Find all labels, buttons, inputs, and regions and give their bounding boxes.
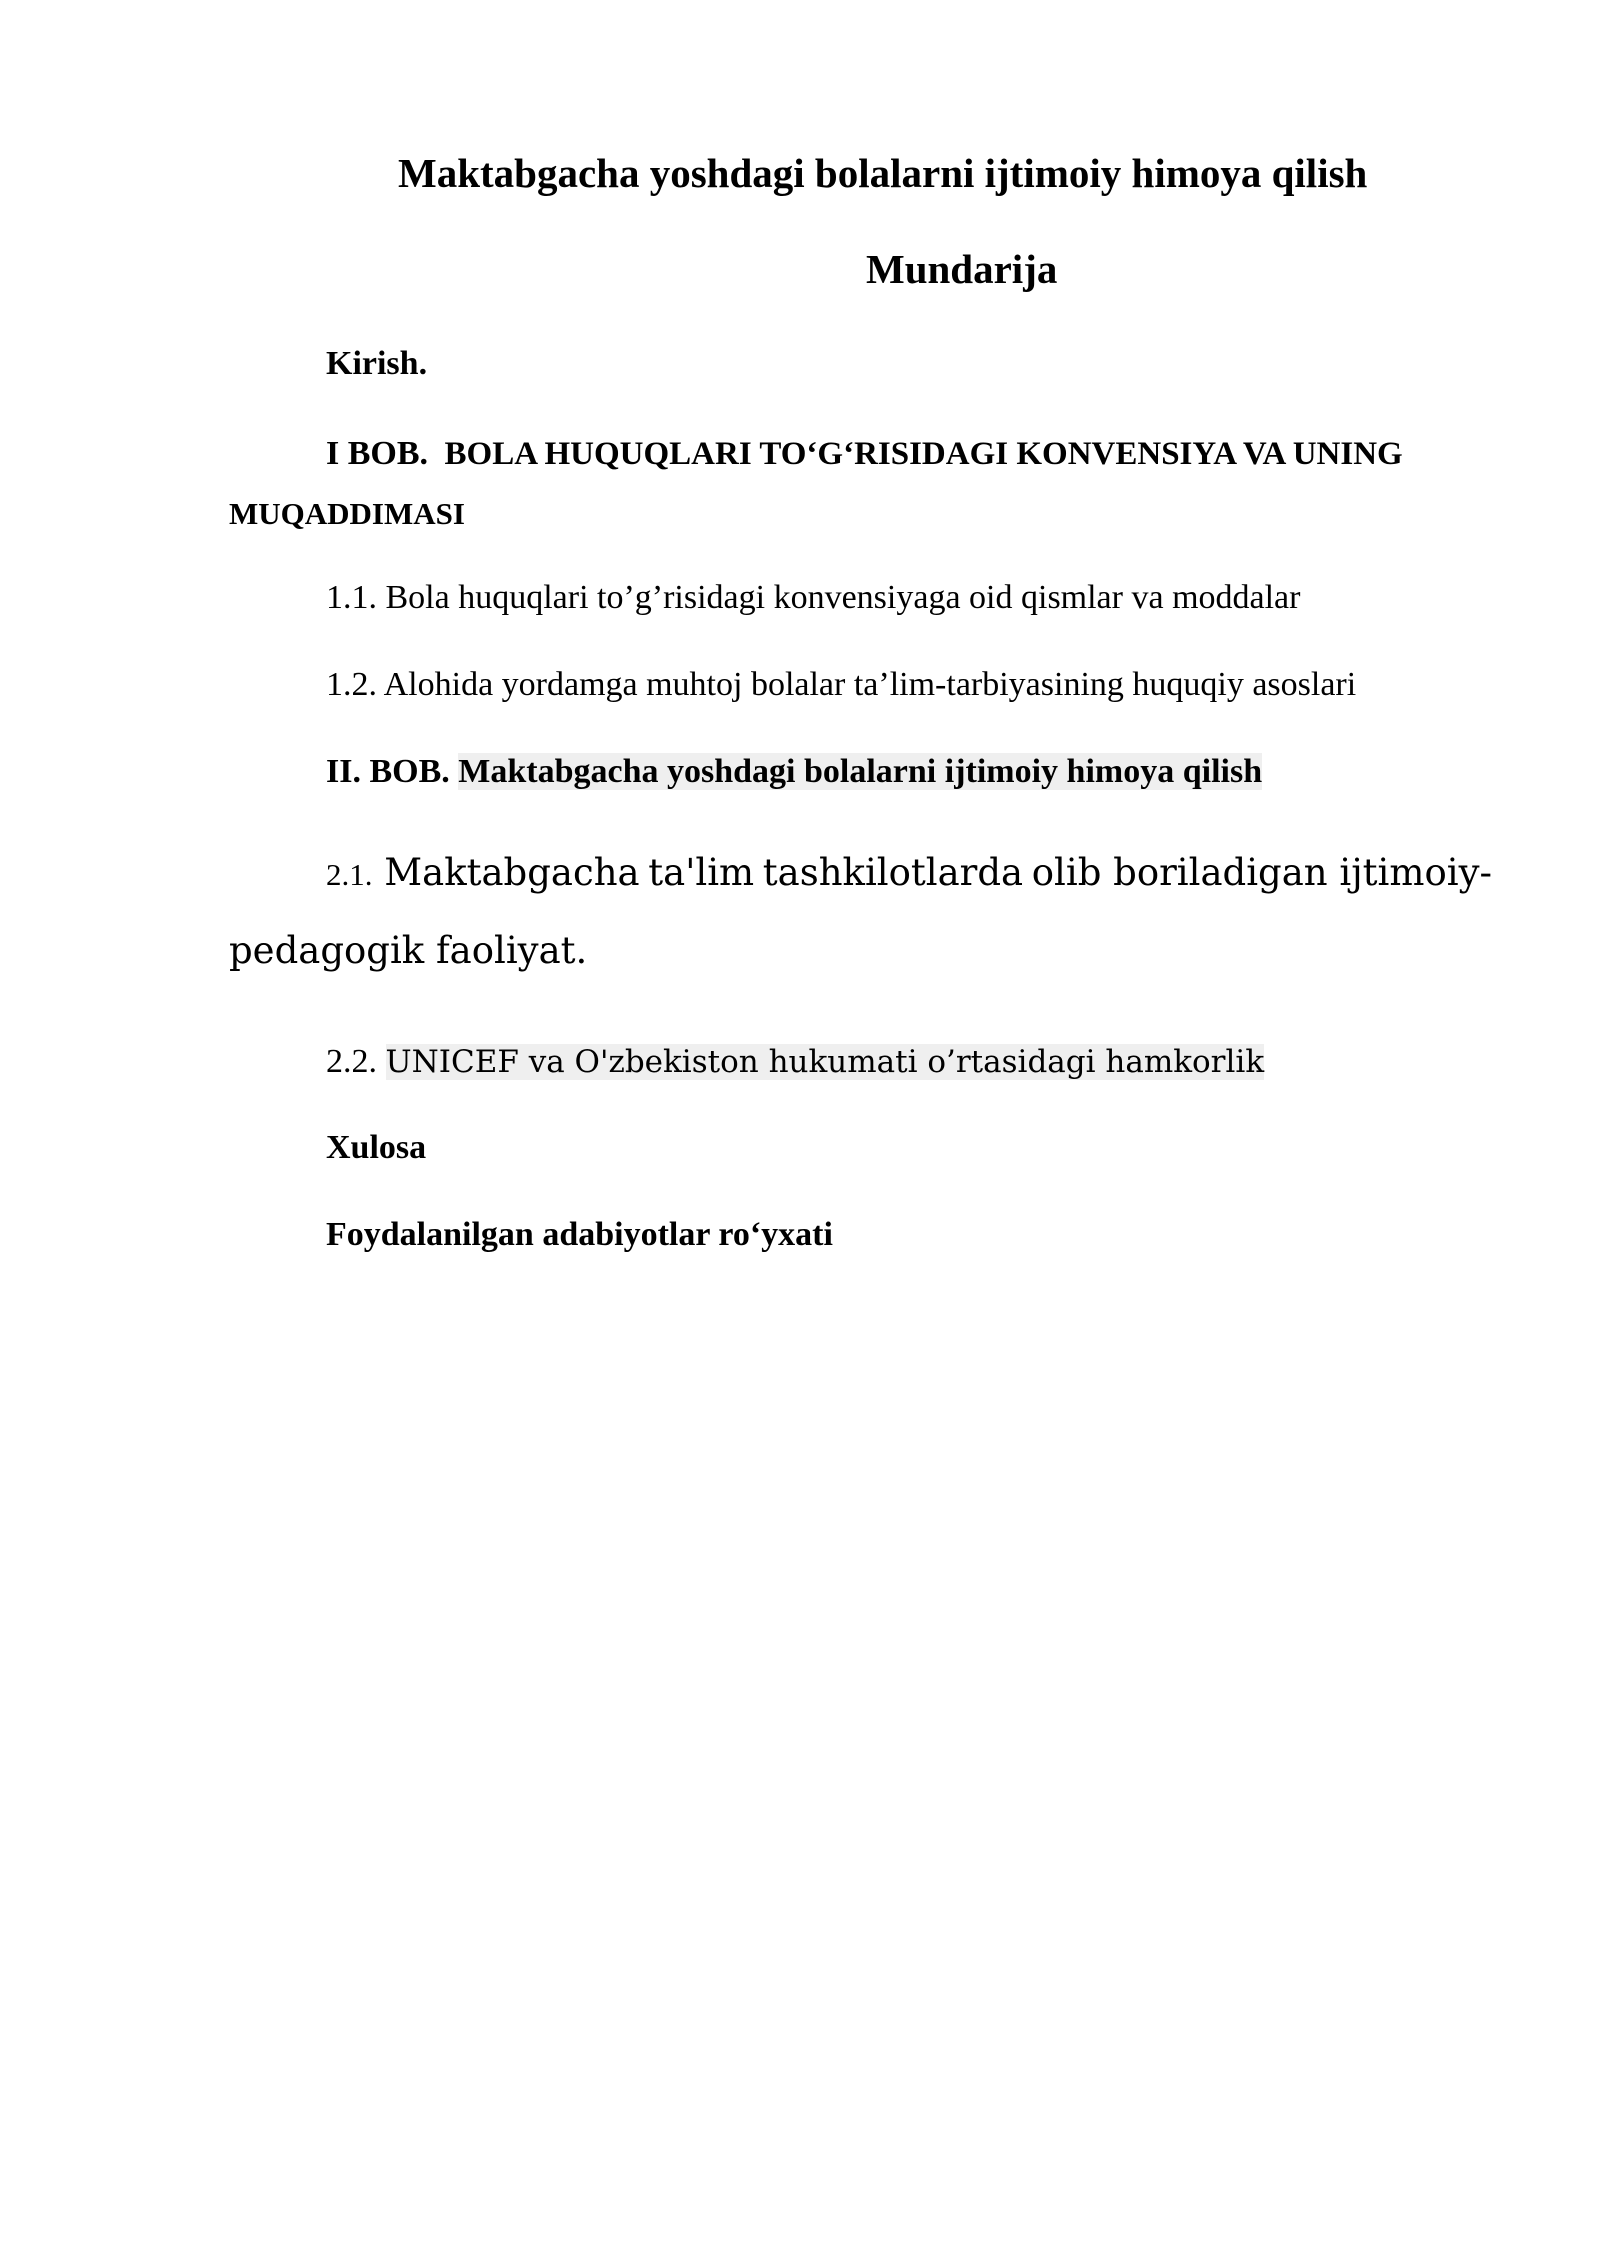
section-2-1-word-4: olib boriladigan ijtimoiy- [1031, 851, 1492, 894]
chapter-2-title: Maktabgacha yoshdagi bolalarni ijtimoiy himoya qilish [458, 753, 1263, 790]
document-title: Maktabgacha yoshdagi bolalarni ijtimoiy himoya qilish [398, 150, 1368, 196]
toc-item-section-2-2 [326, 1042, 1264, 1081]
chapter-1-title-line1: BOLA HUQUQLARI TO‘G‘RISIDAGI KONVENSIYA VA UNING [444, 436, 1403, 472]
toc-item-conclusion: Xulosa [326, 1129, 427, 1166]
section-2-1-word-1: Maktabgacha [384, 851, 640, 894]
chapter-1-number: I BOB. [326, 435, 429, 472]
section-2-1-word-2: ta'lim [648, 851, 755, 894]
section-2-1-word-3: tashkilotlarda [762, 851, 1024, 894]
chapter-1-title-line2: MUQADDIMASI [229, 496, 465, 531]
section-2-2-number: 2.2. [326, 1043, 377, 1080]
toc-item-section-1-1: 1.1. Bola huquqlari to’g’risidagi konvensiyaga oid qismlar va moddalar [326, 579, 1301, 616]
section-2-2-title: UNICEF va O'zbekiston hukumati o’rtasidagi hamkorlik [385, 1044, 1265, 1080]
toc-item-section-1-2: 1.2. Alohida yordamga muhtoj bolalar ta’lim-tarbiyasining huquqiy asoslari [326, 666, 1357, 703]
toc-item-chapter-2 [326, 752, 1262, 791]
chapter-2-number: II. BOB. [326, 753, 450, 790]
toc-item-references: Foydalanilgan adabiyotlar ro‘yxati [326, 1216, 833, 1253]
toc-item-intro: Kirish. [326, 345, 428, 382]
toc-item-section-2-1 [326, 852, 1492, 895]
toc-heading: Mundarija [866, 246, 1058, 292]
section-2-1-line2: pedagogik faoliyat. [229, 929, 588, 972]
section-2-1-number: 2.1. [326, 857, 373, 892]
toc-item-chapter-1 [326, 432, 1492, 476]
